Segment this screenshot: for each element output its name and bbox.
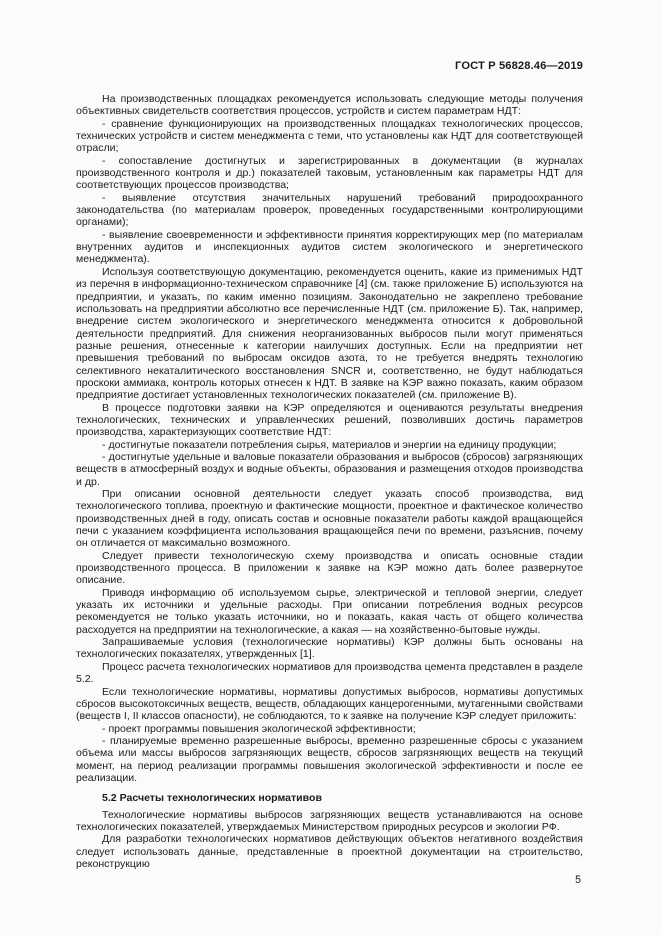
list-item: - выявление своевременности и эффективности принятия корректирующих мер (по материалам внутренних аудитов и инспекционных аудитов систем экологического и энергетического менеджмента). [76,228,583,266]
section-heading: 5.2 Расчеты технологических нормативов [102,792,322,805]
paragraph: В процессе подготовки заявки на КЭР определяются и оцениваются результаты внедрения технологических, технических и управленческих решений, позволивших достичь параметров производства, характеризующих соответствие НДТ: [76,401,583,439]
paragraph: При описании основной деятельности следует указать способ производства, вид технологического топлива, проектную и фактические мощности, проектное и фактическое количество производственных дней в году, описать состав и основные показатели работы каждой вращающейся печи с указанием коэффициента использования вращающейся печи по времени, разъяснив, почему он отличается от максимально возможного. [76,488,583,550]
paragraph: Используя соответствующую документацию, рекомендуется оценить, какие из применимых НДТ из перечня в информационно-техническом справочнике [4] (см. также приложение Б) используются на предприятии, и указать, по каким именно позициям. Законодательно не закреплено требование использовать на предприятии абсолютно все перечисленные НДТ (см. приложение Б). Так, например, внедрение систем экологического и энергетического менеджмента относится к добровольной деятельности предприятий. Для снижения неорганизованных выбросов пыли могут применяться разные решения, отнесенные к категории наилучших доступных. Если на предприятии нет превышения требований по выбросам оксидов азота, то не требуется внедрять технологию селективного некаталитического восстановления SNCR и, соответственно, не будут наблюдаться проскоки аммиака, контроль которых отнесен к НДТ. В заявке на КЭР важно показать, каким образом предприятие достигает установленных технологических показателей (см. приложение В). [76,265,583,402]
paragraph: Процесс расчета технологических нормативов для производства цемента представлен в разделе 5.2. [76,660,583,686]
paragraph: Следует привести технологическую схему производства и описать основные стадии производственного процесса. В приложении к заявке на КЭР можно дать более развернутое описание. [76,549,583,587]
paragraph: На производственных площадках рекомендуется использовать следующие методы получения объективных свидетельств соответствия процессов, устройств и систем параметрам НДТ: [76,93,583,118]
list-item: - достигнутые показатели потребления сырья, материалов и энергии на единицу продукции; [102,438,557,451]
paragraph: Если технологические нормативы, нормативы допустимых выбросов, нормативы допустимых сбросов высокотоксичных веществ, веществ, обладающих канцерогенными, мутагенными свойствами (веществ I, II классов опасности), не соблюдаются, то к заявке на получение КЭР следует приложить: [76,685,583,723]
document-number: ГОСТ Р 56828.46—2019 [455,60,583,72]
list-item: - достигнутые удельные и валовые показатели образования и выбросов (сбросов) загрязняющих веществ в атмосферный воздух и водные объекты, образования и размещения отходов производства и др. [76,450,583,488]
paragraph: Приводя информацию об используемом сырье, электрической и тепловой энергии, следует указать их источники и удельные расходы. При описании потребления водных ресурсов рекомендуется не только указать источники, но и показать, какая часть от общего количества расходуется на предприятии на технологические, а какая — на хозяйственно-бытовые нужды. [76,586,583,636]
list-item: - сравнение функционирующих на производственных площадках технологических процессов, технических устройств и систем менеджмента с теми, что установлены как НДТ для соответствующей отрасли; [76,117,583,155]
list-item: - планируемые временно разрешенные выбросы, временно разрешенные сбросы с указанием объема или массы выбросов загрязняющих веществ, сбросов загрязняющих веществ на текущий момент, на период реализации программы повышения экологической эффективности и после ее реализации. [76,734,583,784]
paragraph: Технологические нормативы выбросов загрязняющих веществ устанавливаются на основе технологических показателей, утверждаемых Министерством природных ресурсов и экологии РФ. [76,808,583,833]
list-item: - сопоставление достигнутых и зарегистрированных в документации (в журналах производственного контроля и др.) показателей таковым, установленным как параметры НДТ для соответствующих процессов производства; [76,154,583,192]
paragraph: Для разработки технологических нормативов действующих объектов негативного воздействия следует использовать данные, представленные в проектной документации на строительство, реконструкцию [76,833,583,870]
list-item: - выявление отсутствия значительных нарушений требований природоохранного законодательства (по материалам проверок, проведенных государственными контролирующими органами); [76,191,583,229]
list-item: - проект программы повышения экологической эффективности; [102,722,416,735]
page-body [76,93,583,870]
paragraph: Запрашиваемые условия (технологические нормативы) КЭР должны быть основаны на технологических показателях, утвержденных [1]. [76,636,583,661]
page-number: 5 [575,874,581,886]
